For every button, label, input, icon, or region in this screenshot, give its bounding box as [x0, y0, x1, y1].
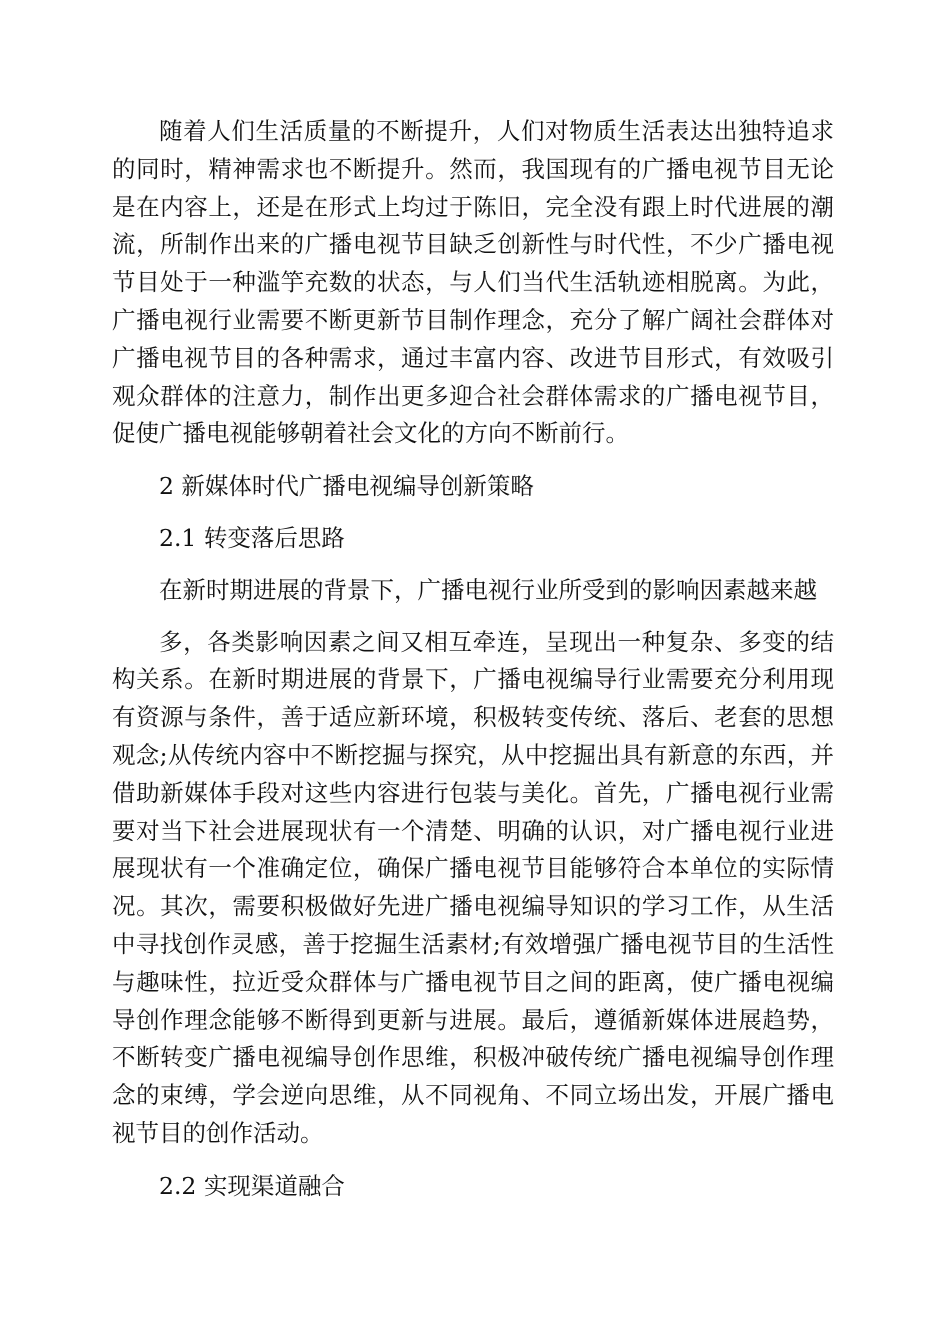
- document-page: [112, 113, 834, 1206]
- subsection-heading-2-2: 2.2 实现渠道融合: [159, 1171, 345, 1200]
- section-heading-2: 2 新媒体时代广播电视编导创新策略: [159, 472, 534, 501]
- body-paragraph-line-1: 在新时期进展的背景下，广播电视行业所受到的影响因素越来越: [159, 575, 817, 604]
- subsection-heading-2-1: 2.1 转变落后思路: [159, 523, 345, 552]
- body-paragraph-strategy: 多，各类影响因素之间又相互牵连，呈现出一种复杂、多变的结构关系。在新时期进展的背景下，广播电视编导行业需要充分利用现有资源与条件，善于适应新环境，积极转变传统、落后、老套的思想观念;从传统内容中不断挖掘与探究，从中挖掘出具有新意的东西，并借助新媒体手段对这些内容进行包装与美化。首先，广播电视行业需要对当下社会进展现状有一个清楚、明确的认识，对广播电视行业进展现状有一个准确定位，确保广播电视节目能够符合本单位的实际情况。其次，需要积极做好先进广播电视编导知识的学习工作，从生活中寻找创作灵感，善于挖掘生活素材;有效增强广播电视节目的生活性与趣味性，拉近受众群体与广播电视节目之间的距离，使广播电视编导创作理念能够不断得到更新与进展。最后，遵循新媒体进展趋势，不断转变广播电视编导创作思维，积极冲破传统广播电视编导创作理念的束缚，学会逆向思维，从不同视角、不同立场出发，开展广播电视节目的创作活动。: [112, 627, 834, 1147]
- body-paragraph-intro: 随着人们生活质量的不断提升，人们对物质生活表达出独特追求的同时，精神需求也不断提升。然而，我国现有的广播电视节目无论是在内容上，还是在形式上均过于陈旧，完全没有跟上时代进展的潮流，所制作出来的广播电视节目缺乏创新性与时代性，不少广播电视节目处于一种滥竽充数的状态，与人们当代生活轨迹相脱离。为此，广播电视行业需要不断更新节目制作理念，充分了解广阔社会群体对广播电视节目的各种需求，通过丰富内容、改进节目形式，有效吸引观众群体的注意力，制作出更多迎合社会群体需求的广播电视节目，促使广播电视能够朝着社会文化的方向不断前行。: [112, 117, 834, 448]
